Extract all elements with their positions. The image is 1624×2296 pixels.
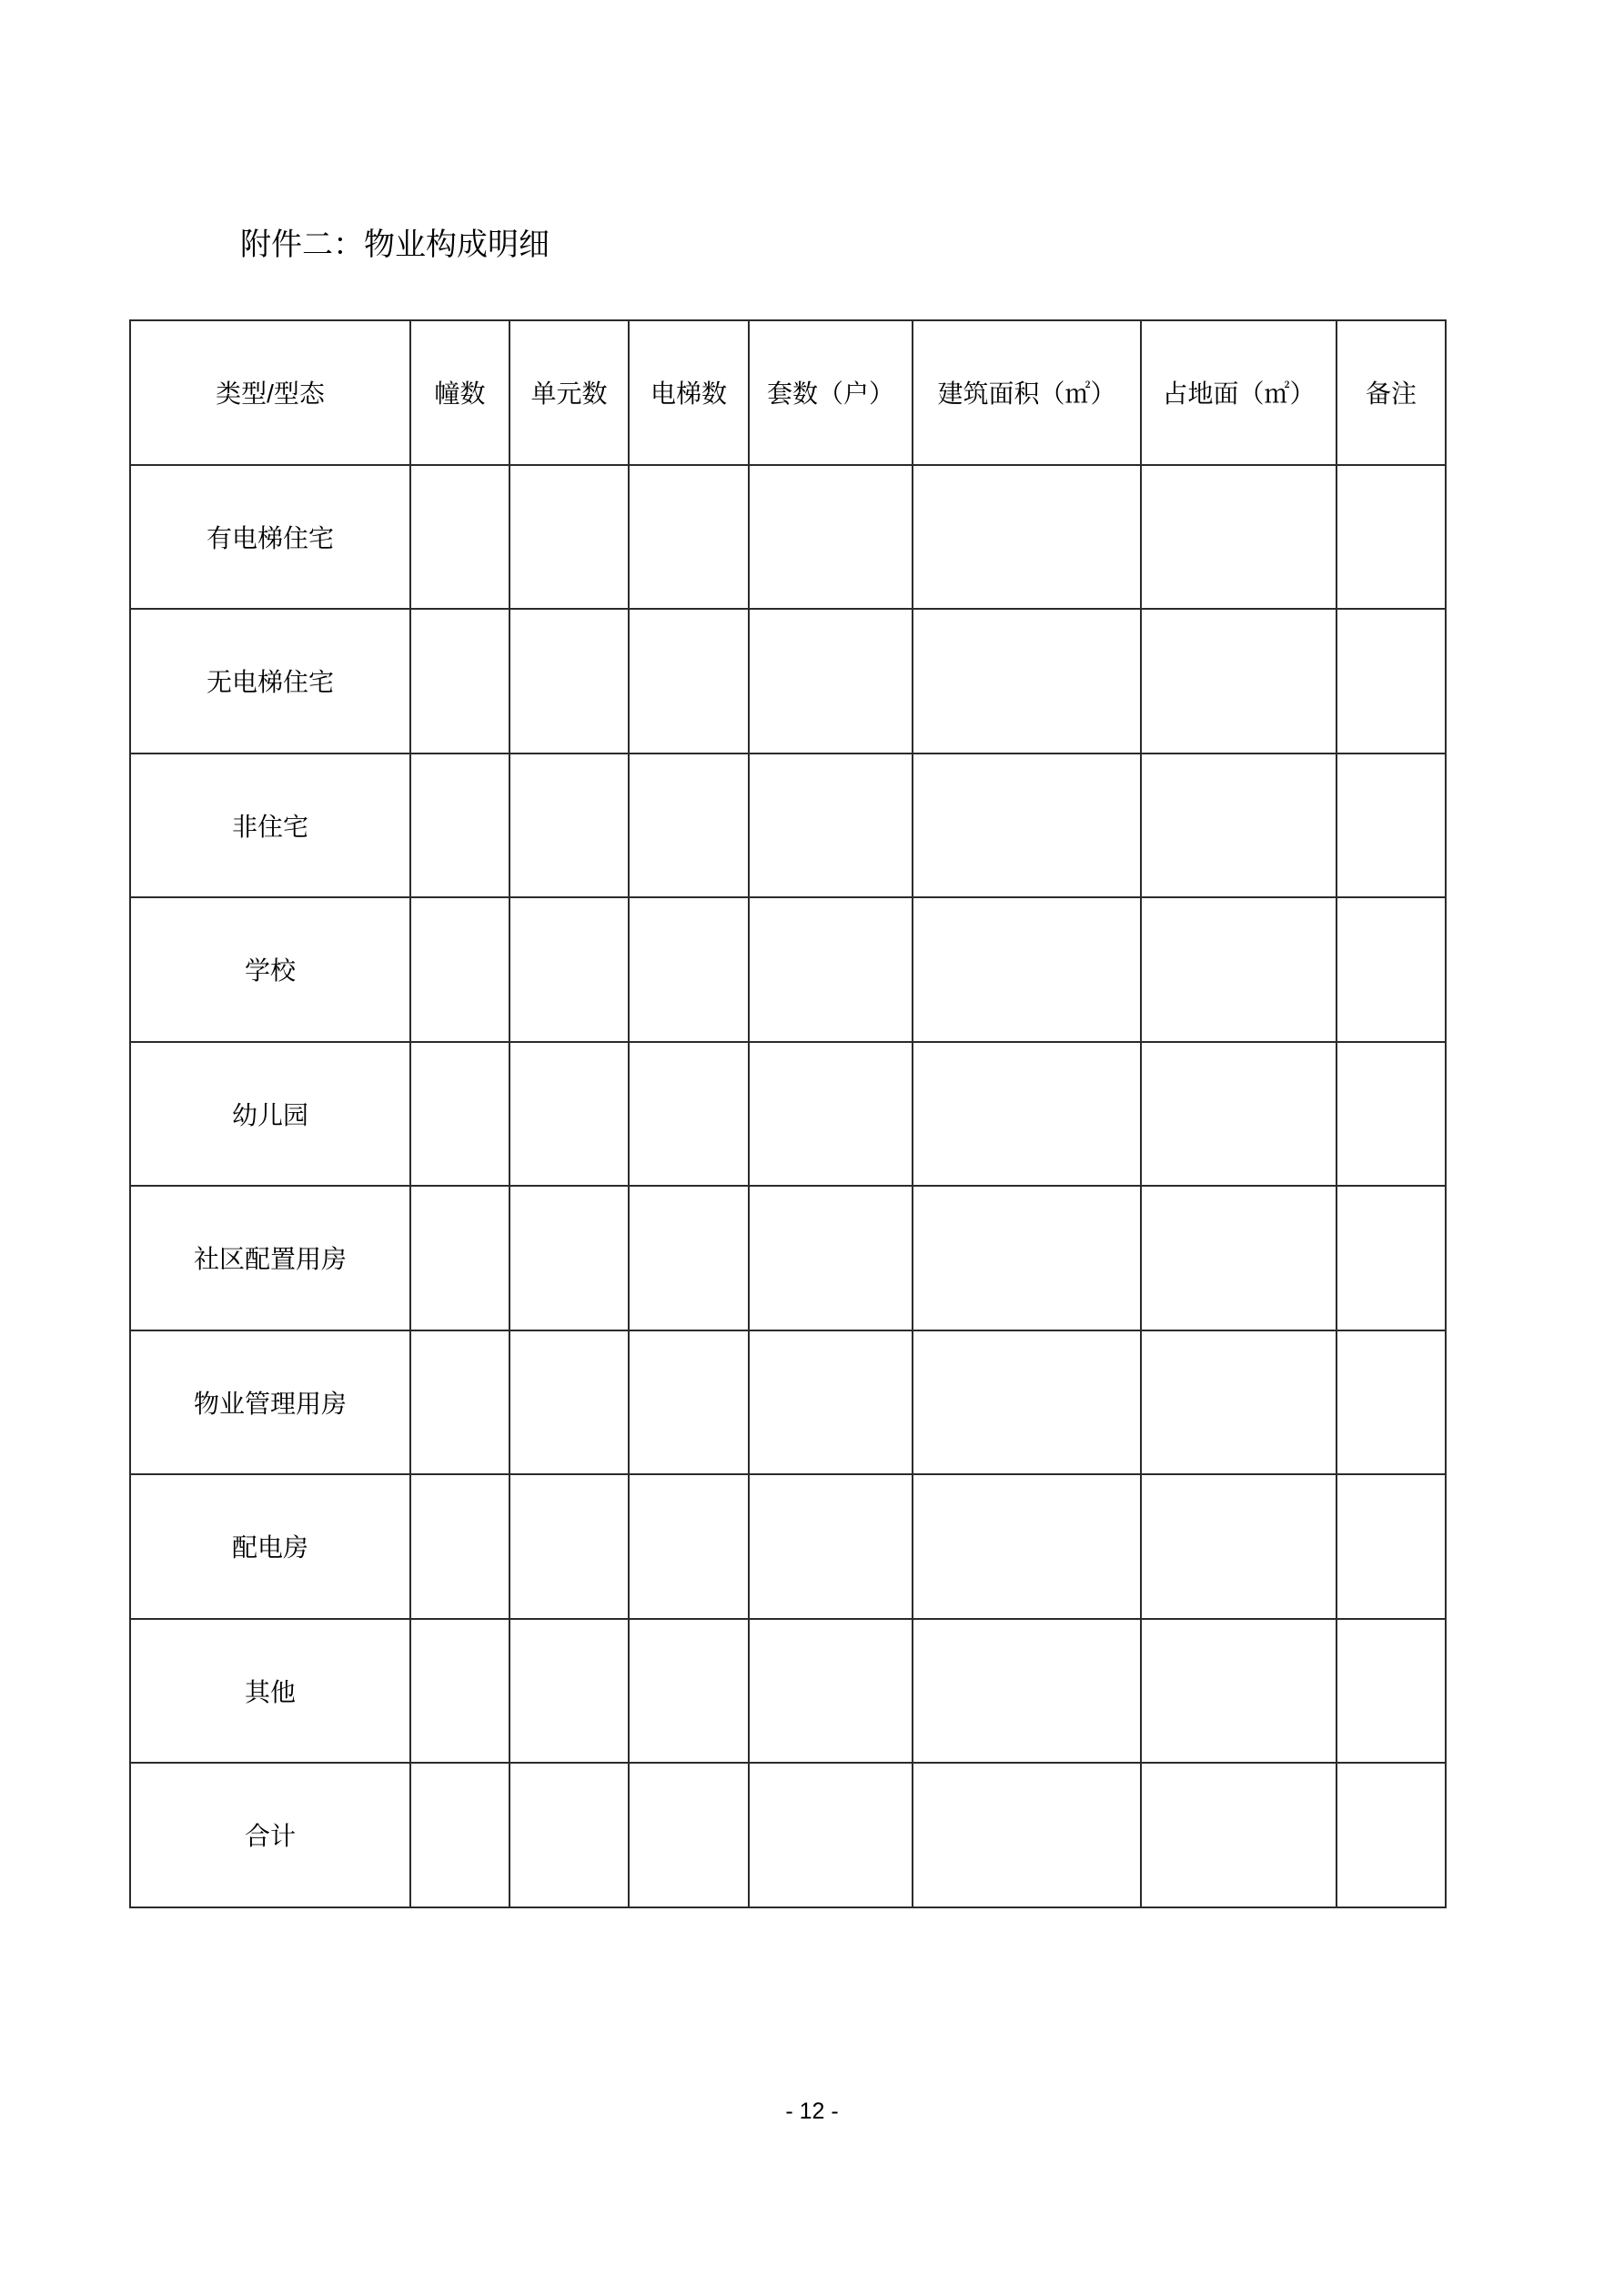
empty-cell xyxy=(1141,1186,1337,1330)
table-header-row xyxy=(130,320,1446,465)
table-row xyxy=(130,609,1446,754)
empty-cell xyxy=(1141,1763,1337,1907)
empty-cell xyxy=(1141,609,1337,754)
table-row xyxy=(130,465,1446,610)
empty-cell xyxy=(509,1474,629,1619)
table-row xyxy=(130,1042,1446,1187)
empty-cell xyxy=(913,465,1141,610)
row-label: 其他 xyxy=(130,1619,410,1764)
empty-cell xyxy=(913,897,1141,1042)
empty-cell xyxy=(749,465,913,610)
empty-cell xyxy=(509,1042,629,1187)
empty-cell xyxy=(1141,897,1337,1042)
column-header-remarks: 备注 xyxy=(1337,320,1446,465)
empty-cell xyxy=(749,1330,913,1475)
empty-cell xyxy=(410,754,509,898)
empty-cell xyxy=(629,897,749,1042)
empty-cell xyxy=(1141,1619,1337,1764)
row-label: 非住宅 xyxy=(130,754,410,898)
empty-cell xyxy=(410,897,509,1042)
row-label: 物业管理用房 xyxy=(130,1330,410,1475)
empty-cell xyxy=(749,1763,913,1907)
empty-cell xyxy=(629,1474,749,1619)
empty-cell xyxy=(509,609,629,754)
empty-cell xyxy=(509,754,629,898)
empty-cell xyxy=(1141,754,1337,898)
page-title: 附件二：物业构成明细 xyxy=(240,228,550,262)
empty-cell xyxy=(410,1619,509,1764)
empty-cell xyxy=(1337,1619,1446,1764)
empty-cell xyxy=(1141,1474,1337,1619)
column-header-elevators: 电梯数 xyxy=(629,320,749,465)
table-row xyxy=(130,897,1446,1042)
empty-cell xyxy=(913,1474,1141,1619)
table-row xyxy=(130,1474,1446,1619)
empty-cell xyxy=(629,1042,749,1187)
empty-cell xyxy=(410,1186,509,1330)
column-header-type: 类型/型态 xyxy=(130,320,410,465)
empty-cell xyxy=(629,754,749,898)
empty-cell xyxy=(629,609,749,754)
empty-cell xyxy=(629,1330,749,1475)
row-label: 幼儿园 xyxy=(130,1042,410,1187)
empty-cell xyxy=(913,609,1141,754)
empty-cell xyxy=(749,609,913,754)
empty-cell xyxy=(509,1619,629,1764)
empty-cell xyxy=(1141,1042,1337,1187)
empty-cell xyxy=(1337,754,1446,898)
empty-cell xyxy=(509,897,629,1042)
empty-cell xyxy=(1141,465,1337,610)
empty-cell xyxy=(1337,1474,1446,1619)
table-row xyxy=(130,1619,1446,1764)
empty-cell xyxy=(410,1474,509,1619)
column-header-units: 单元数 xyxy=(509,320,629,465)
row-label: 有电梯住宅 xyxy=(130,465,410,610)
empty-cell xyxy=(749,1042,913,1187)
empty-cell xyxy=(410,1042,509,1187)
empty-cell xyxy=(509,465,629,610)
table-row xyxy=(130,1763,1446,1907)
empty-cell xyxy=(749,1474,913,1619)
empty-cell xyxy=(913,1330,1141,1475)
column-header-floor-area: 建筑面积（㎡） xyxy=(913,320,1141,465)
table-row xyxy=(130,754,1446,898)
empty-cell xyxy=(1337,1042,1446,1187)
column-header-suites: 套数（户） xyxy=(749,320,913,465)
empty-cell xyxy=(410,465,509,610)
empty-cell xyxy=(410,1330,509,1475)
empty-cell xyxy=(1337,897,1446,1042)
empty-cell xyxy=(749,1619,913,1764)
row-label: 学校 xyxy=(130,897,410,1042)
empty-cell xyxy=(749,897,913,1042)
empty-cell xyxy=(1337,465,1446,610)
column-header-land-area: 占地面（㎡） xyxy=(1141,320,1337,465)
empty-cell xyxy=(913,1763,1141,1907)
empty-cell xyxy=(509,1763,629,1907)
column-header-buildings: 幢数 xyxy=(410,320,509,465)
empty-cell xyxy=(410,609,509,754)
empty-cell xyxy=(629,1619,749,1764)
empty-cell xyxy=(1337,1330,1446,1475)
empty-cell xyxy=(913,1186,1141,1330)
empty-cell xyxy=(629,1763,749,1907)
empty-cell xyxy=(1337,609,1446,754)
page-number: - 12 - xyxy=(785,2099,839,2124)
empty-cell xyxy=(1141,1330,1337,1475)
empty-cell xyxy=(629,465,749,610)
row-label: 社区配置用房 xyxy=(130,1186,410,1330)
empty-cell xyxy=(410,1763,509,1907)
empty-cell xyxy=(913,1042,1141,1187)
empty-cell xyxy=(913,754,1141,898)
empty-cell xyxy=(1337,1186,1446,1330)
row-label: 配电房 xyxy=(130,1474,410,1619)
row-label: 无电梯住宅 xyxy=(130,609,410,754)
empty-cell xyxy=(913,1619,1141,1764)
table-row xyxy=(130,1330,1446,1475)
empty-cell xyxy=(629,1186,749,1330)
empty-cell xyxy=(749,1186,913,1330)
empty-cell xyxy=(749,754,913,898)
empty-cell xyxy=(509,1330,629,1475)
property-composition-table xyxy=(129,319,1447,1908)
empty-cell xyxy=(1337,1763,1446,1907)
empty-cell xyxy=(509,1186,629,1330)
table-row xyxy=(130,1186,1446,1330)
row-label: 合计 xyxy=(130,1763,410,1907)
